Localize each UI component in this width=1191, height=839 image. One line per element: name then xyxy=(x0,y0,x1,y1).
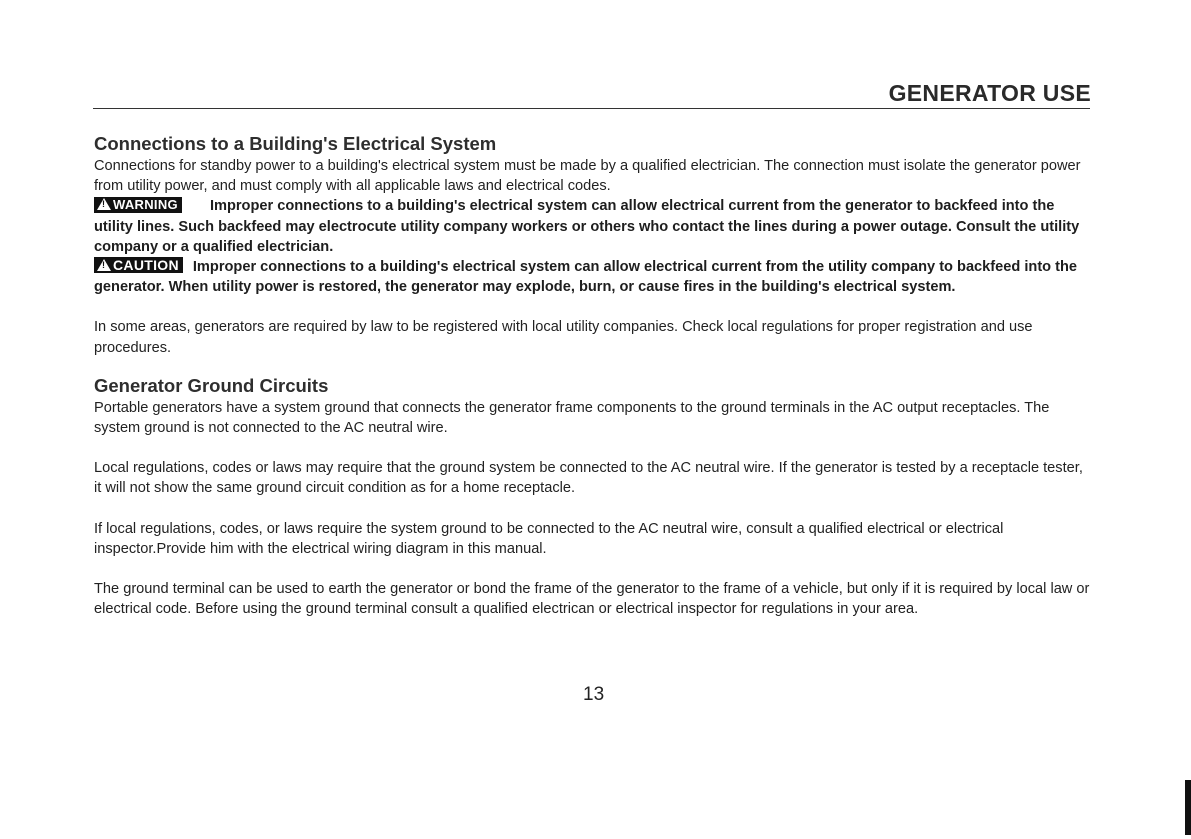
spacer xyxy=(94,297,1092,317)
section-heading-connections: Connections to a Building's Electrical System xyxy=(94,133,497,154)
ground-paragraph-3: If local regulations, codes, or laws require the system ground to be connected to the AC neutral wire, consult a qualified electrical or electrical inspector.Provide him with the electrical wiring diagram in this manual. xyxy=(94,520,1004,557)
spacer xyxy=(94,499,1092,519)
ground-paragraph-2: Local regulations, codes or laws may require that the ground system be connected to the AC neutral wire. If the generator is tested by a receptacle tester, it will not show the same ground circuit condition as for a home receptacle. xyxy=(94,460,1083,497)
warning-badge xyxy=(94,197,182,213)
section-heading-ground-circuits: Generator Ground Circuits xyxy=(94,374,329,396)
warning-notice xyxy=(94,196,1092,257)
page-content xyxy=(94,132,1092,619)
scan-edge-mark xyxy=(1185,780,1191,835)
ground-paragraph-1: Portable generators have a system ground that connects the generator frame components to the ground terminals in the AC output receptacles. The system ground is not connected to the AC neutral wire. xyxy=(94,399,1050,437)
spacer xyxy=(94,358,1092,374)
caution-notice xyxy=(94,257,1092,297)
warning-label: WARNING xyxy=(113,197,178,213)
spacer xyxy=(94,559,1092,579)
page-number: 13 xyxy=(583,684,605,705)
caution-label: CAUTION xyxy=(113,257,179,274)
ground-paragraph-4: The ground terminal can be used to earth the generator or bond the frame of the generator to the frame of a vehicle, but only if it is required by local law or electrical code. Before using the ground terminal consult a qualified electrican or electrical inspector for regulations in your area. xyxy=(94,581,1090,618)
header-divider xyxy=(93,108,1090,109)
connections-intro-paragraph: Connections for standby power to a building's electrical system must be made by a qualified electrician. The connection must isolate the generator power from utility power, and must comply with all applicable laws and electrical codes. xyxy=(94,158,1081,195)
caution-text: Improper connections to a building's electrical system can allow electrical current from the utility company to backfeed into the generator. When utility power is restored, the generator may explode, burn, or cause fires in the building's electrical system. xyxy=(94,259,1078,296)
warning-triangle-icon xyxy=(97,198,111,210)
warning-text: Improper connections to a building's electrical system can allow electrical current from the generator to backfeed into the utility lines. Such backfeed may electrocute utility company workers or others who contact the lines during a power outage. Consult the utility company or a qualified electrician. xyxy=(94,198,1080,255)
spacer xyxy=(94,438,1092,458)
caution-triangle-icon xyxy=(97,259,111,271)
registration-paragraph: In some areas, generators are required by law to be registered with local utility companies. Check local regulations for proper registration and use procedures. xyxy=(94,319,1033,356)
caution-badge xyxy=(94,257,183,273)
page-header-title: GENERATOR USE xyxy=(888,80,1091,106)
